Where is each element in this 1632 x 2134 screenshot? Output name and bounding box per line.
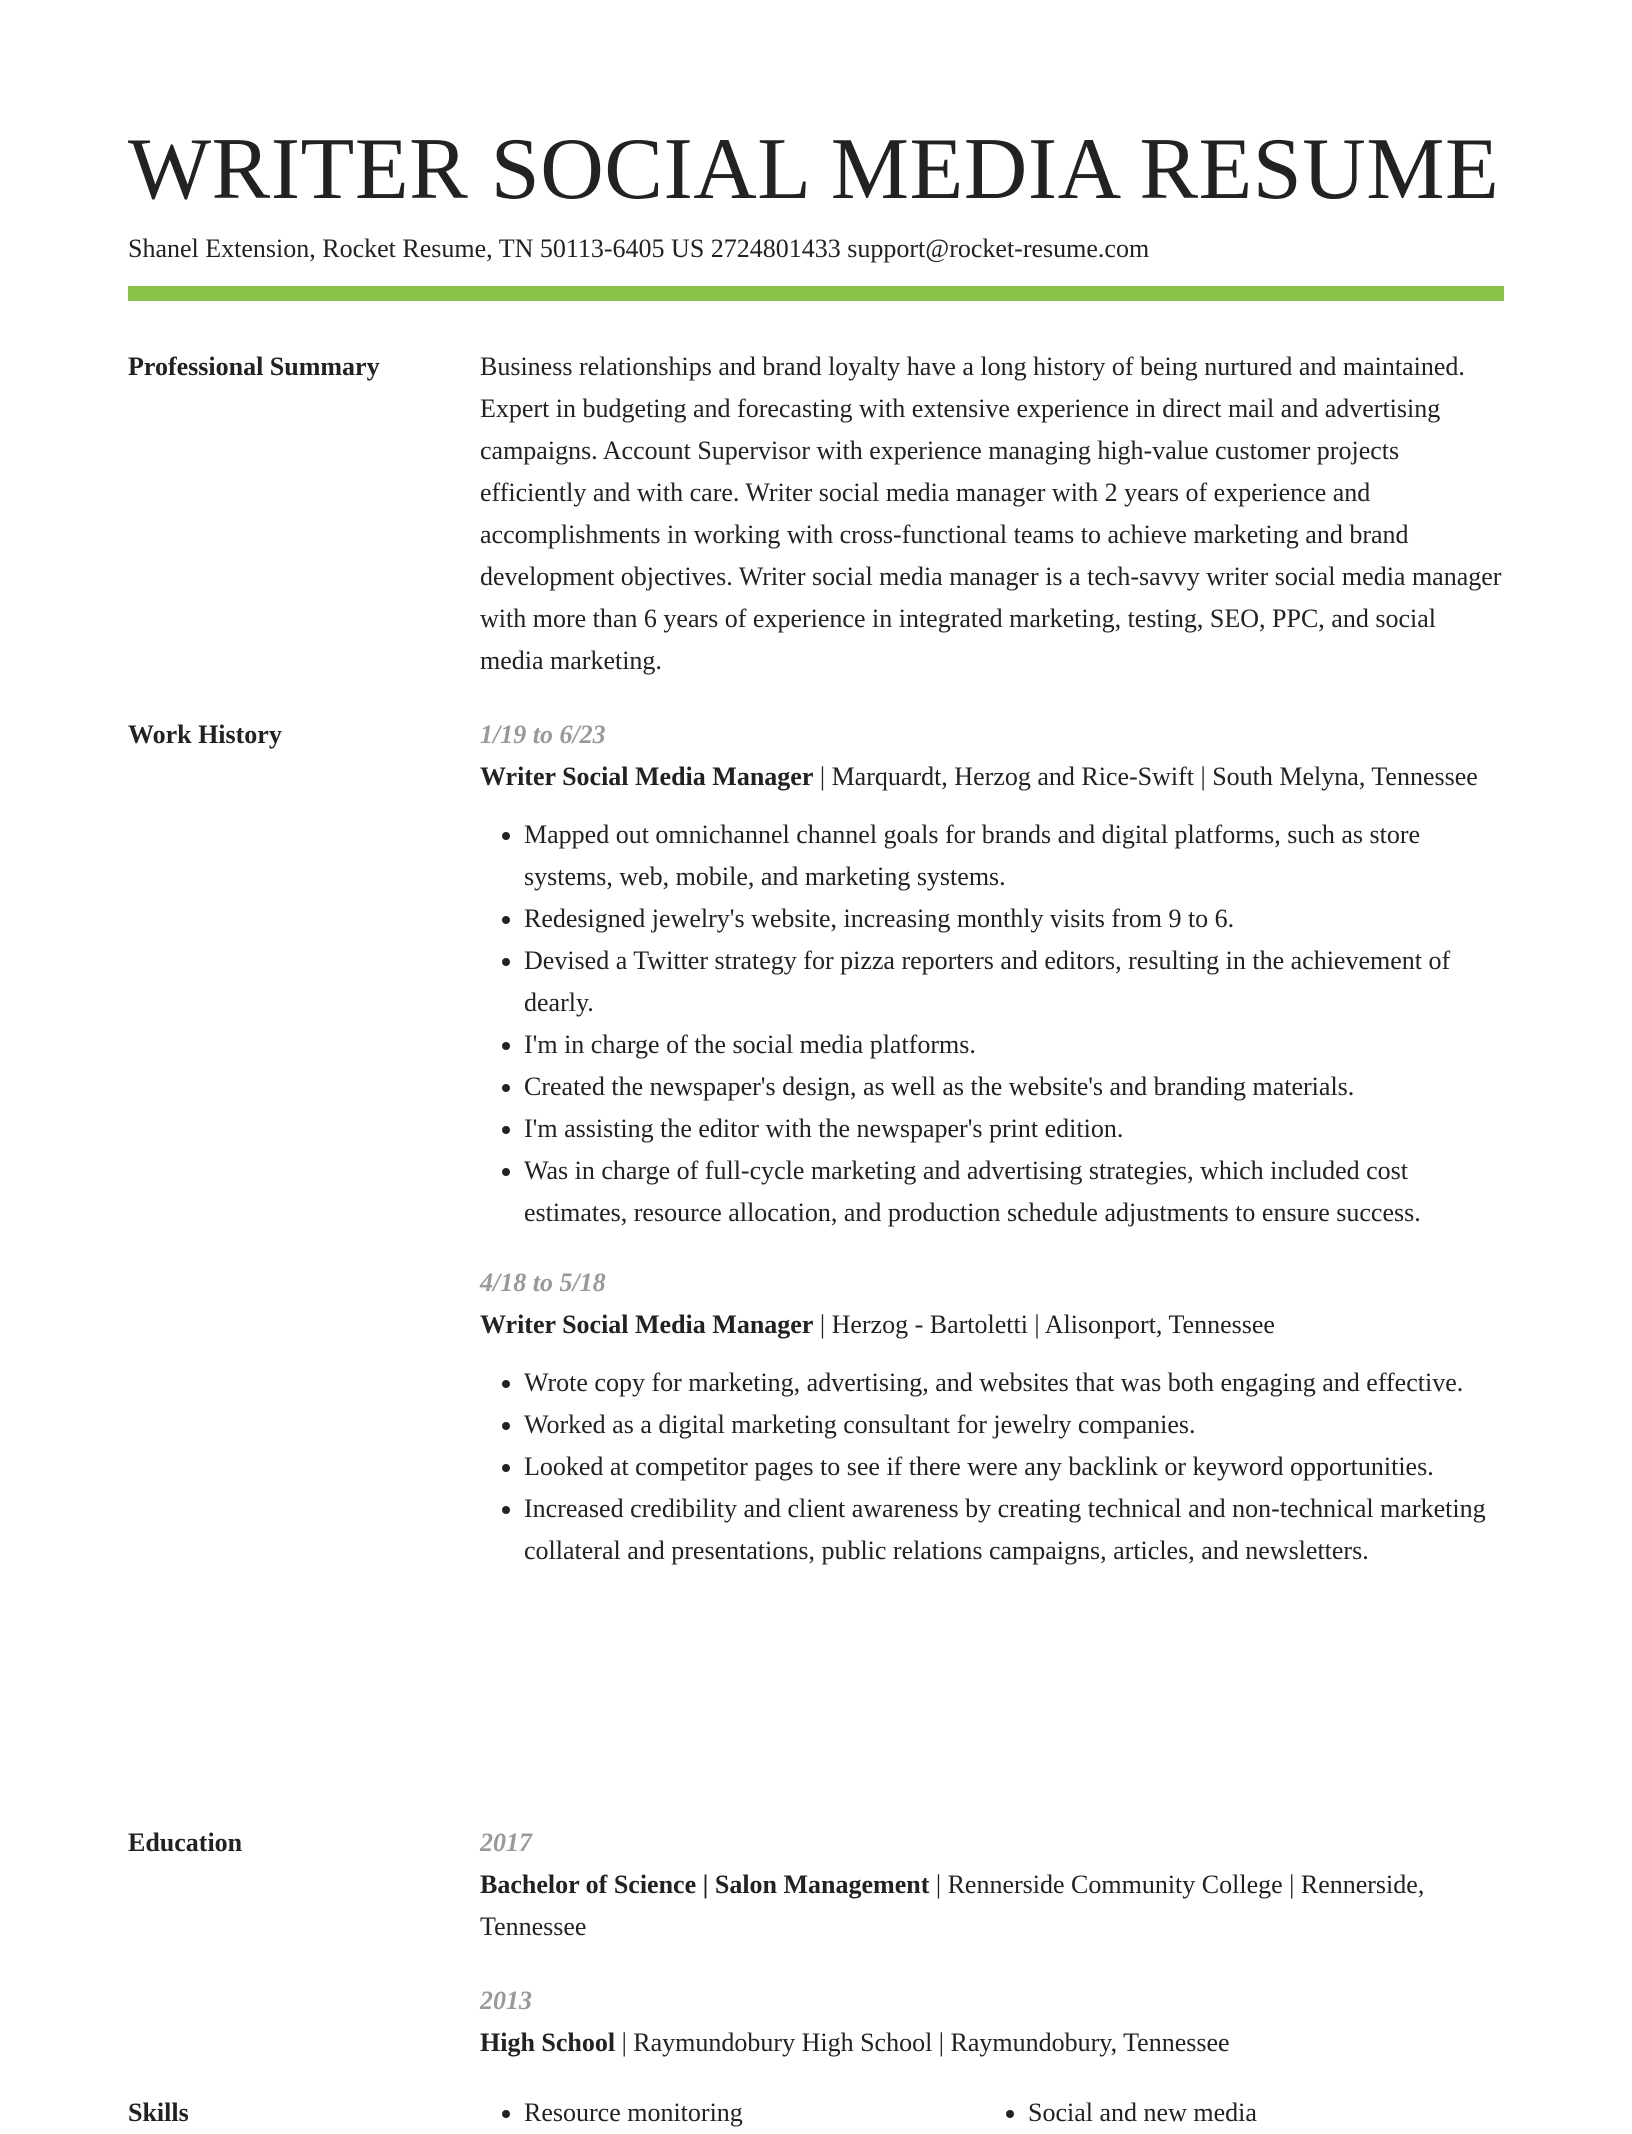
job-details: | Herzog - Bartoletti | Alisonport, Tennessee xyxy=(813,1310,1275,1339)
education-label: Education xyxy=(128,1828,243,1857)
job-bullet: • Mapped out omnichannel channel goals for brands and digital platforms, such as store systems, web, mobile, and marketing systems. xyxy=(524,814,1504,898)
header-divider xyxy=(128,286,1504,301)
job-dates: 4/18 to 5/18 xyxy=(480,1268,606,1297)
job-title: Writer Social Media Manager xyxy=(480,1310,814,1339)
skills-label: Skills xyxy=(128,2098,189,2127)
job-bullet: • Looked at competitor pages to see if there were any backlink or keyword opportunities. xyxy=(524,1446,1504,1488)
job-bullet: • Redesigned jewelry's website, increasing monthly visits from 9 to 6. xyxy=(524,898,1504,940)
skills-grid xyxy=(480,2092,1504,2134)
skills-body xyxy=(480,2092,1504,2134)
education-year: 2013 xyxy=(480,1986,532,2015)
education-entry xyxy=(480,1980,1504,2064)
job-bullet: • Increased credibility and client awareness by creating technical and non-technical marketing collateral and presentations, public relations campaigns, articles, and newsletters. xyxy=(524,1488,1504,1572)
job-bullet: • I'm assisting the editor with the newspaper's print edition. xyxy=(524,1108,1504,1150)
education-line xyxy=(480,2022,1504,2064)
job-role-line xyxy=(480,1304,1504,1346)
job-bullets xyxy=(480,814,1504,1234)
job-entry xyxy=(480,1262,1504,1572)
job-bullet: • Worked as a digital marketing consultant for jewelry companies. xyxy=(524,1404,1504,1446)
job-details: | Marquardt, Herzog and Rice-Swift | South Melyna, Tennessee xyxy=(813,762,1478,791)
job-bullet: • I'm in charge of the social media platforms. xyxy=(524,1024,1504,1066)
skills-column xyxy=(984,2092,1488,2134)
job-entry xyxy=(480,714,1504,1234)
contact-line: Shanel Extension, Rocket Resume, TN 50113-6405 US 2724801433 support@rocket-resume.com xyxy=(128,234,1150,263)
education-line xyxy=(480,1864,1504,1948)
job-bullet: • Was in charge of full-cycle marketing and advertising strategies, which included cost estimates, resource allocation, and production schedule adjustments to ensure success. xyxy=(524,1150,1504,1234)
summary-body xyxy=(480,346,1504,682)
job-title: Writer Social Media Manager xyxy=(480,762,814,791)
job-bullets xyxy=(480,1362,1504,1572)
education-degree: Bachelor of Science | Salon Management xyxy=(480,1870,930,1899)
job-bullet: • Created the newspaper's design, as well as the website's and branding materials. xyxy=(524,1066,1504,1108)
job-dates: 1/19 to 6/23 xyxy=(480,720,606,749)
skills-column xyxy=(480,2092,984,2134)
education-entry xyxy=(480,1822,1504,1948)
education-body xyxy=(480,1822,1504,2064)
education-year: 2017 xyxy=(480,1828,532,1857)
skill-item: • Social and new media xyxy=(1028,2092,1488,2134)
skill-item: • Resource monitoring xyxy=(524,2092,984,2134)
summary-label: Professional Summary xyxy=(128,352,380,381)
job-bullet: • Wrote copy for marketing, advertising, and websites that was both engaging and effective. xyxy=(524,1362,1504,1404)
job-bullet: • Devised a Twitter strategy for pizza reporters and editors, resulting in the achievement of dearly. xyxy=(524,940,1504,1024)
education-details: | Raymundobury High School | Raymundobury, Tennessee xyxy=(615,2028,1230,2057)
work-history-label: Work History xyxy=(128,720,282,749)
job-role-line xyxy=(480,756,1504,798)
resume-title: WRITER SOCIAL MEDIA RESUME xyxy=(128,121,1500,218)
summary-text: Business relationships and brand loyalty have a long history of being nurtured and maintained. Expert in budgeting and forecasting with extensive experience in direct mail and advertising campaigns. Account Supervisor with experience managing high-value customer projects efficiently and with care. Writer social media manager with 2 years of experience and accomplishments in working with cross-functional teams to achieve marketing and brand development objectives. Writer social media manager is a tech-savvy writer social media manager with more than 6 years of experience in integrated marketing, testing, SEO, PPC, and social media marketing. xyxy=(480,352,1502,675)
education-details: | Rennerside Community College | Rennerside, Tennessee xyxy=(480,1870,1425,1941)
work-history-body xyxy=(480,714,1504,1572)
education-degree: High School xyxy=(480,2028,616,2057)
